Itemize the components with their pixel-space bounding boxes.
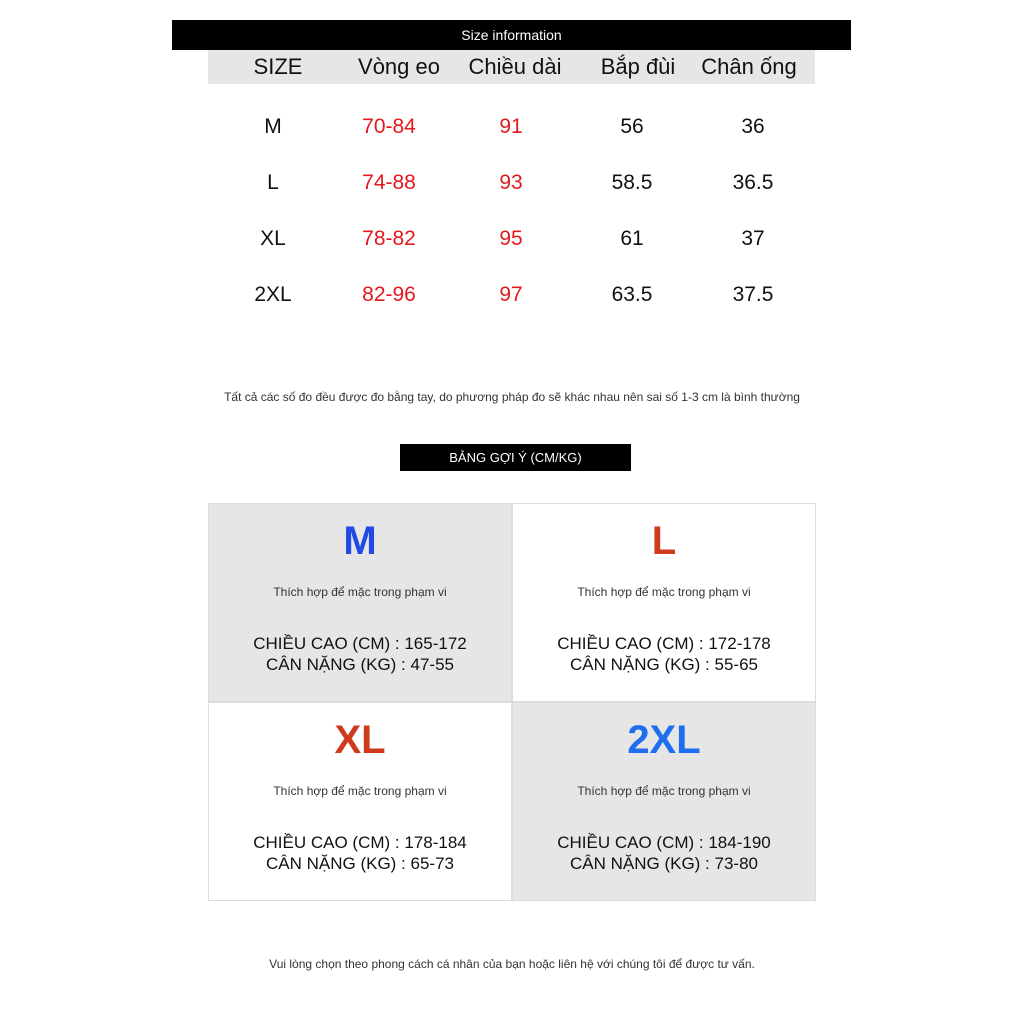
waist-cell: 74-88	[362, 171, 416, 194]
leg-opening-cell: 37	[741, 227, 765, 250]
suggestion-card-l	[512, 503, 816, 702]
card-weight-range: CÂN NẶNG (KG) : 55-65	[570, 655, 758, 674]
waist-cell: 70-84	[362, 115, 416, 138]
footer-note: Vui lòng chọn theo phong cách cá nhân của bạn hoặc liên hệ với chúng tôi để được tư vấn.	[269, 957, 755, 971]
card-subtitle: Thích hợp để mặc trong phạm vi	[577, 585, 751, 599]
card-size-label: XL	[334, 718, 386, 762]
leg-opening-cell: 37.5	[732, 283, 774, 306]
thigh-cell: 63.5	[611, 283, 653, 306]
header-length: Chiều dài	[468, 54, 562, 79]
card-weight-range: CÂN NẶNG (KG) : 65-73	[266, 854, 454, 873]
card-subtitle: Thích hợp để mặc trong phạm vi	[273, 585, 447, 599]
suggestion-title: BẢNG GỢI Ý (CM/KG)	[400, 444, 631, 471]
header-size: SIZE	[253, 54, 303, 79]
thigh-cell: 56	[620, 115, 644, 138]
measurement-note: Tất cả các số đo đều được đo bằng tay, do phương pháp đo sẽ khác nhau nên sai số 1-3 cm là bình thường	[224, 390, 800, 404]
size-cell: 2XL	[254, 283, 292, 306]
leg-opening-cell: 36.5	[732, 171, 774, 194]
card-size-label: M	[343, 519, 377, 563]
header-waist: Vòng eo	[358, 54, 440, 79]
suggestion-card-xl	[208, 702, 512, 901]
size-table-header	[208, 50, 815, 84]
length-cell: 97	[499, 283, 523, 306]
length-cell: 91	[499, 115, 523, 138]
card-weight-range: CÂN NẶNG (KG) : 73-80	[570, 854, 758, 873]
card-height-range: CHIỀU CAO (CM) : 178-184	[253, 833, 467, 852]
card-height-range: CHIỀU CAO (CM) : 165-172	[253, 634, 467, 653]
size-cell: L	[267, 171, 279, 194]
size-cell: M	[264, 115, 282, 138]
card-height-range: CHIỀU CAO (CM) : 172-178	[557, 634, 771, 653]
suggestion-card-2xl	[512, 702, 816, 901]
waist-cell: 78-82	[362, 227, 416, 250]
size-information-title: Size information	[172, 20, 851, 50]
thigh-cell: 58.5	[611, 171, 653, 194]
waist-cell: 82-96	[362, 283, 416, 306]
table-row	[208, 99, 815, 155]
card-height-range: CHIỀU CAO (CM) : 184-190	[557, 833, 771, 852]
suggestion-card-m	[208, 503, 512, 702]
table-row	[208, 211, 815, 267]
size-cell: XL	[260, 227, 286, 250]
thigh-cell: 61	[620, 227, 644, 250]
leg-opening-cell: 36	[741, 115, 765, 138]
header-thigh: Bắp đùi	[600, 54, 676, 79]
card-subtitle: Thích hợp để mặc trong phạm vi	[273, 784, 447, 798]
header-leg-opening: Chân ống	[701, 54, 797, 79]
card-size-label: L	[651, 519, 677, 563]
length-cell: 93	[499, 171, 523, 194]
suggestion-grid	[208, 503, 816, 901]
card-weight-range: CÂN NẶNG (KG) : 47-55	[266, 655, 454, 674]
card-subtitle: Thích hợp để mặc trong phạm vi	[577, 784, 751, 798]
card-size-label: 2XL	[627, 718, 701, 762]
size-table-body	[208, 99, 815, 323]
table-row	[208, 155, 815, 211]
table-row	[208, 267, 815, 323]
length-cell: 95	[499, 227, 523, 250]
